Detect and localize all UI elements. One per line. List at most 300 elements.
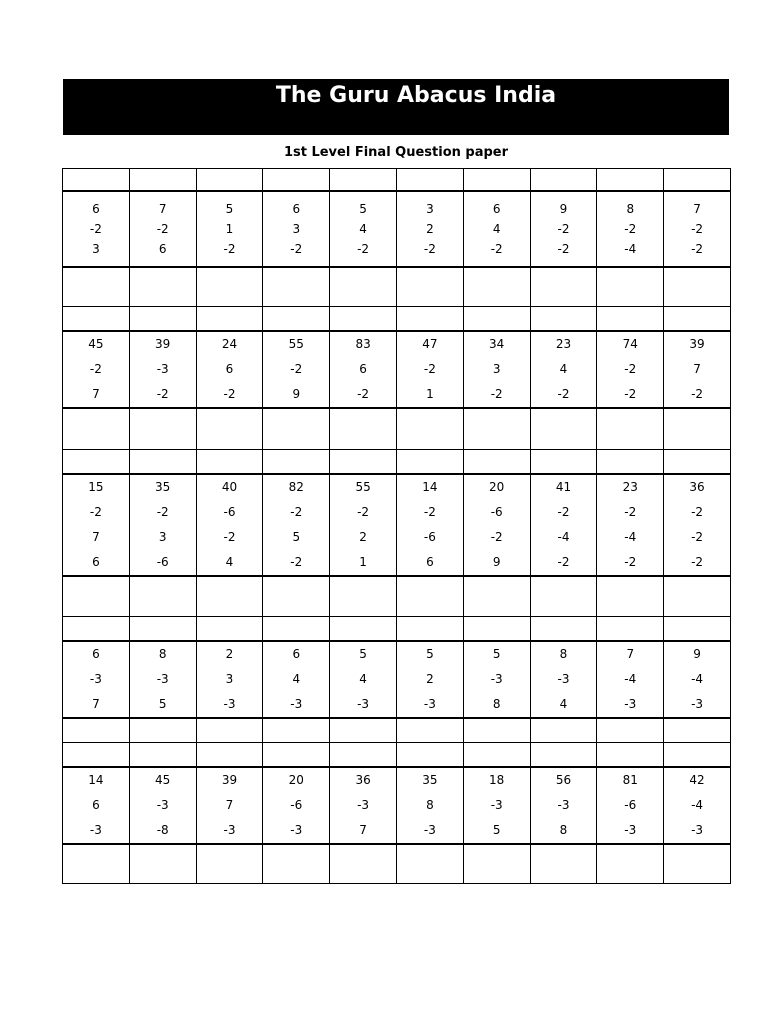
- answer-cell[interactable]: [396, 576, 463, 617]
- question-number: 14: [88, 772, 104, 787]
- question-number: -2: [357, 504, 370, 519]
- answer-cell[interactable]: [597, 718, 664, 743]
- question-numbers: [531, 475, 597, 575]
- answer-cell[interactable]: [63, 718, 130, 743]
- question-numbers: [664, 642, 730, 717]
- question-number: 55: [355, 479, 371, 494]
- question-cell: [330, 331, 397, 408]
- question-number: -6: [290, 797, 303, 812]
- question-number: -4: [624, 241, 637, 256]
- question-numbers: [63, 768, 129, 843]
- question-number: 1: [426, 386, 434, 401]
- question-number: 45: [155, 772, 171, 787]
- answer-cell[interactable]: [463, 576, 530, 617]
- question-numbers: [263, 475, 329, 575]
- question-number: -3: [89, 822, 102, 837]
- question-cell: [463, 767, 530, 844]
- spacer-cell: [463, 307, 530, 331]
- question-number: 7: [92, 696, 100, 711]
- question-number: 41: [555, 479, 572, 494]
- question-cell: [129, 331, 196, 408]
- header-spacer-row: [63, 743, 731, 767]
- question-numbers: [63, 332, 129, 407]
- question-numbers: [464, 642, 530, 717]
- question-row: [63, 474, 731, 576]
- spacer-cell: [664, 617, 731, 641]
- question-number: -3: [223, 696, 236, 711]
- question-numbers: [63, 199, 129, 259]
- question-numbers: [531, 642, 597, 717]
- question-number: -3: [156, 797, 169, 812]
- answer-row: [63, 576, 731, 617]
- spacer-cell: [196, 743, 263, 767]
- answer-cell[interactable]: [263, 267, 330, 307]
- question-numbers: [464, 199, 530, 259]
- question-number: -3: [357, 696, 370, 711]
- question-number: -3: [490, 797, 503, 812]
- question-numbers: [130, 642, 196, 717]
- question-number: -2: [490, 529, 503, 544]
- answer-cell[interactable]: [63, 267, 130, 307]
- question-number: -2: [357, 386, 370, 401]
- question-numbers: [330, 642, 396, 717]
- question-cell: [463, 641, 530, 718]
- spacer-cell: [530, 169, 597, 191]
- question-number: 82: [288, 479, 304, 494]
- answer-cell[interactable]: [664, 718, 731, 743]
- question-number: 7: [359, 822, 367, 837]
- question-number: 20: [288, 772, 304, 787]
- question-number: 6: [158, 241, 167, 256]
- question-number: 8: [626, 201, 635, 216]
- question-cell: [330, 191, 397, 267]
- spacer-cell: [263, 743, 330, 767]
- question-number: -2: [89, 221, 102, 236]
- question-number: -2: [691, 504, 704, 519]
- spacer-cell: [396, 617, 463, 641]
- question-number: 9: [559, 201, 568, 216]
- question-number: 5: [225, 201, 234, 216]
- question-number: -2: [290, 241, 303, 256]
- question-numbers: [664, 199, 730, 259]
- question-number: -3: [691, 696, 704, 711]
- answer-cell[interactable]: [530, 844, 597, 884]
- question-number: 8: [158, 646, 167, 661]
- question-number: -4: [691, 671, 704, 686]
- question-cell: [263, 474, 330, 576]
- question-number: -3: [290, 696, 303, 711]
- question-number: 7: [92, 529, 100, 544]
- question-number: 6: [426, 554, 434, 569]
- answer-cell[interactable]: [597, 576, 664, 617]
- question-number: 4: [492, 221, 501, 236]
- question-row: [63, 641, 731, 718]
- question-cell: [263, 767, 330, 844]
- question-cell: [530, 191, 597, 267]
- question-numbers: [397, 768, 463, 843]
- question-numbers: [197, 332, 263, 407]
- question-cell: [129, 767, 196, 844]
- question-number: -2: [290, 361, 303, 376]
- spacer-cell: [396, 169, 463, 191]
- header-spacer-row: [63, 307, 731, 331]
- question-number: 3: [225, 671, 234, 686]
- question-row: [63, 331, 731, 408]
- question-numbers: [263, 768, 329, 843]
- question-number: -2: [624, 554, 637, 569]
- spacer-cell: [129, 617, 196, 641]
- spacer-cell: [463, 617, 530, 641]
- answer-cell[interactable]: [196, 844, 263, 884]
- question-cell: [396, 767, 463, 844]
- spacer-cell: [597, 450, 664, 474]
- question-number: 2: [426, 221, 434, 236]
- answer-cell[interactable]: [597, 267, 664, 307]
- answer-cell[interactable]: [396, 844, 463, 884]
- question-row: [63, 767, 731, 844]
- question-number: -6: [490, 504, 503, 519]
- question-number: -3: [156, 361, 169, 376]
- question-cell: [664, 641, 731, 718]
- question-number: -2: [89, 504, 102, 519]
- question-number: 45: [88, 336, 104, 351]
- question-number: 4: [359, 671, 367, 686]
- question-number: 5: [158, 696, 167, 711]
- spacer-cell: [63, 450, 130, 474]
- question-cell: [664, 474, 731, 576]
- question-cell: [664, 767, 731, 844]
- question-number: 4: [559, 361, 568, 376]
- answer-cell[interactable]: [196, 267, 263, 307]
- question-number: -3: [624, 822, 637, 837]
- question-number: 35: [155, 479, 171, 494]
- question-number: -6: [423, 529, 436, 544]
- question-numbers: [130, 199, 196, 259]
- spacer-cell: [597, 307, 664, 331]
- answer-cell[interactable]: [463, 718, 530, 743]
- question-number: -2: [357, 241, 370, 256]
- question-number: -3: [423, 696, 436, 711]
- question-number: -4: [624, 671, 637, 686]
- question-number: 56: [555, 772, 572, 787]
- answer-cell[interactable]: [330, 718, 397, 743]
- question-cell: [330, 474, 397, 576]
- question-number: -2: [691, 221, 704, 236]
- question-cell: [530, 767, 597, 844]
- question-number: 39: [221, 772, 238, 787]
- question-number: 1: [359, 554, 367, 569]
- question-number: 83: [355, 336, 371, 351]
- spacer-cell: [597, 743, 664, 767]
- paper-subtitle: 1st Level Final Question paper: [283, 145, 509, 160]
- question-number: -2: [557, 241, 570, 256]
- question-number: 7: [225, 797, 234, 812]
- question-number: -2: [423, 241, 436, 256]
- question-number: 1: [225, 221, 234, 236]
- question-cell: [196, 331, 263, 408]
- spacer-cell: [63, 617, 130, 641]
- question-number: -2: [423, 504, 436, 519]
- spacer-cell: [530, 307, 597, 331]
- spacer-cell: [396, 743, 463, 767]
- answer-cell[interactable]: [263, 576, 330, 617]
- question-number: 6: [292, 201, 301, 216]
- spacer-cell: [463, 743, 530, 767]
- question-cell: [63, 474, 130, 576]
- question-numbers: [397, 642, 463, 717]
- question-number: 20: [489, 479, 505, 494]
- answer-cell[interactable]: [129, 844, 196, 884]
- question-number: 74: [622, 336, 638, 351]
- question-number: 7: [693, 201, 701, 216]
- question-number: -2: [490, 241, 503, 256]
- question-number: 35: [422, 772, 438, 787]
- answer-cell[interactable]: [129, 576, 196, 617]
- question-number: 6: [92, 797, 100, 812]
- answer-cell[interactable]: [530, 267, 597, 307]
- question-number: 7: [158, 201, 167, 216]
- question-number: -2: [557, 554, 570, 569]
- header-spacer-row: [63, 617, 731, 641]
- question-number: -2: [624, 386, 637, 401]
- question-number: 5: [359, 201, 367, 216]
- question-numbers: [397, 199, 463, 259]
- question-number: 6: [292, 646, 301, 661]
- question-number: -8: [156, 822, 169, 837]
- spacer-cell: [63, 307, 130, 331]
- question-numbers: [197, 199, 263, 259]
- question-number: 6: [92, 646, 100, 661]
- question-number: 2: [359, 529, 367, 544]
- question-number: -3: [357, 797, 370, 812]
- question-cell: [263, 331, 330, 408]
- question-number: -2: [624, 221, 637, 236]
- question-numbers: [130, 332, 196, 407]
- question-number: 5: [426, 646, 434, 661]
- spacer-cell: [396, 450, 463, 474]
- question-number: 6: [92, 554, 100, 569]
- question-cell: [196, 191, 263, 267]
- answer-cell[interactable]: [463, 844, 530, 884]
- question-number: 39: [155, 336, 171, 351]
- question-numbers: [464, 768, 530, 843]
- question-number: -3: [89, 671, 102, 686]
- answer-cell[interactable]: [263, 844, 330, 884]
- question-number: 2: [426, 671, 434, 686]
- question-number: -2: [290, 554, 303, 569]
- answer-cell[interactable]: [330, 844, 397, 884]
- question-number: -2: [223, 386, 236, 401]
- question-number: -6: [624, 797, 637, 812]
- spacer-cell: [664, 169, 731, 191]
- question-number: -3: [423, 822, 436, 837]
- spacer-cell: [196, 450, 263, 474]
- question-number: 6: [492, 201, 501, 216]
- question-number: 81: [622, 772, 638, 787]
- answer-cell[interactable]: [196, 408, 263, 450]
- question-numbers: [263, 199, 329, 259]
- question-numbers: [330, 199, 396, 259]
- question-number: 5: [492, 822, 501, 837]
- question-cell: [129, 191, 196, 267]
- question-numbers: [197, 768, 263, 843]
- spacer-cell: [129, 743, 196, 767]
- answer-cell[interactable]: [396, 718, 463, 743]
- spacer-cell: [330, 450, 397, 474]
- answer-cell[interactable]: [129, 267, 196, 307]
- question-number: 3: [92, 241, 100, 256]
- answer-cell[interactable]: [63, 844, 130, 884]
- spacer-cell: [330, 743, 397, 767]
- answer-row: [63, 718, 731, 743]
- question-numbers: [664, 332, 730, 407]
- spacer-cell: [330, 617, 397, 641]
- question-number: 42: [689, 772, 705, 787]
- answer-cell[interactable]: [330, 576, 397, 617]
- question-number: -2: [156, 504, 169, 519]
- question-number: 40: [221, 479, 238, 494]
- spacer-cell: [530, 743, 597, 767]
- question-number: 2: [225, 646, 234, 661]
- question-numbers: [597, 642, 663, 717]
- question-numbers: [464, 332, 530, 407]
- question-number: -2: [691, 386, 704, 401]
- answer-cell[interactable]: [463, 408, 530, 450]
- answer-cell[interactable]: [597, 844, 664, 884]
- question-numbers: [330, 332, 396, 407]
- question-cell: [664, 191, 731, 267]
- question-number: 24: [221, 336, 238, 351]
- question-cell: [664, 331, 731, 408]
- answer-cell[interactable]: [196, 576, 263, 617]
- question-cell: [63, 331, 130, 408]
- spacer-cell: [263, 307, 330, 331]
- question-numbers: [597, 768, 663, 843]
- question-number: 34: [489, 336, 505, 351]
- answer-cell[interactable]: [530, 576, 597, 617]
- question-number: -2: [89, 361, 102, 376]
- answer-cell[interactable]: [664, 267, 731, 307]
- answer-cell[interactable]: [330, 267, 397, 307]
- question-cell: [129, 474, 196, 576]
- question-number: 4: [559, 696, 568, 711]
- answer-cell[interactable]: [597, 408, 664, 450]
- question-number: -6: [156, 554, 169, 569]
- question-number: 36: [355, 772, 371, 787]
- spacer-cell: [330, 169, 397, 191]
- question-cell: [330, 767, 397, 844]
- question-number: 14: [422, 479, 438, 494]
- question-number: 9: [292, 386, 301, 401]
- question-number: 9: [492, 554, 501, 569]
- answer-cell[interactable]: [263, 408, 330, 450]
- question-number: -2: [624, 361, 637, 376]
- question-cell: [63, 767, 130, 844]
- answer-cell[interactable]: [396, 408, 463, 450]
- question-number: -6: [223, 504, 236, 519]
- question-number: 7: [92, 386, 100, 401]
- question-cell: [196, 474, 263, 576]
- question-cell: [263, 641, 330, 718]
- spacer-cell: [196, 307, 263, 331]
- answer-row: [63, 844, 731, 884]
- spacer-cell: [196, 169, 263, 191]
- spacer-cell: [263, 450, 330, 474]
- question-cell: [263, 191, 330, 267]
- question-numbers: [330, 475, 396, 575]
- answer-cell[interactable]: [664, 844, 731, 884]
- spacer-cell: [463, 169, 530, 191]
- question-row: [63, 191, 731, 267]
- question-number: 4: [359, 221, 367, 236]
- spacer-cell: [330, 307, 397, 331]
- question-numbers: [330, 768, 396, 843]
- question-number: 7: [626, 646, 635, 661]
- question-number: 36: [689, 479, 705, 494]
- question-number: 18: [489, 772, 505, 787]
- question-numbers: [464, 475, 530, 575]
- question-number: 23: [622, 479, 638, 494]
- answer-cell[interactable]: [530, 408, 597, 450]
- question-numbers: [397, 475, 463, 575]
- question-numbers: [130, 768, 196, 843]
- answer-cell[interactable]: [129, 408, 196, 450]
- question-cell: [530, 641, 597, 718]
- question-number: -4: [557, 529, 570, 544]
- question-number: -2: [156, 386, 169, 401]
- question-cell: [196, 641, 263, 718]
- answer-cell[interactable]: [63, 408, 130, 450]
- answer-cell[interactable]: [664, 576, 731, 617]
- answer-cell[interactable]: [530, 718, 597, 743]
- answer-cell[interactable]: [196, 718, 263, 743]
- question-cell: [396, 474, 463, 576]
- question-grid: [62, 168, 731, 884]
- question-number: 3: [292, 221, 301, 236]
- question-cell: [396, 641, 463, 718]
- spacer-cell: [196, 617, 263, 641]
- question-numbers: [597, 332, 663, 407]
- question-number: -3: [624, 696, 637, 711]
- answer-cell[interactable]: [63, 576, 130, 617]
- question-number: 4: [225, 554, 234, 569]
- question-number: -4: [624, 529, 637, 544]
- question-cell: [396, 331, 463, 408]
- question-number: -2: [557, 221, 570, 236]
- question-numbers: [531, 332, 597, 407]
- question-number: 4: [292, 671, 301, 686]
- question-number: -2: [557, 386, 570, 401]
- question-numbers: [130, 475, 196, 575]
- answer-cell[interactable]: [129, 718, 196, 743]
- question-number: -2: [557, 504, 570, 519]
- question-number: -2: [223, 241, 236, 256]
- question-number: -2: [624, 504, 637, 519]
- answer-cell[interactable]: [664, 408, 731, 450]
- answer-cell[interactable]: [396, 267, 463, 307]
- question-number: 8: [426, 797, 434, 812]
- question-numbers: [63, 475, 129, 575]
- answer-cell[interactable]: [463, 267, 530, 307]
- answer-cell[interactable]: [263, 718, 330, 743]
- question-cell: [530, 474, 597, 576]
- question-cell: [396, 191, 463, 267]
- question-number: -2: [156, 221, 169, 236]
- answer-cell[interactable]: [330, 408, 397, 450]
- question-number: 55: [288, 336, 304, 351]
- question-cell: [530, 331, 597, 408]
- question-cell: [463, 474, 530, 576]
